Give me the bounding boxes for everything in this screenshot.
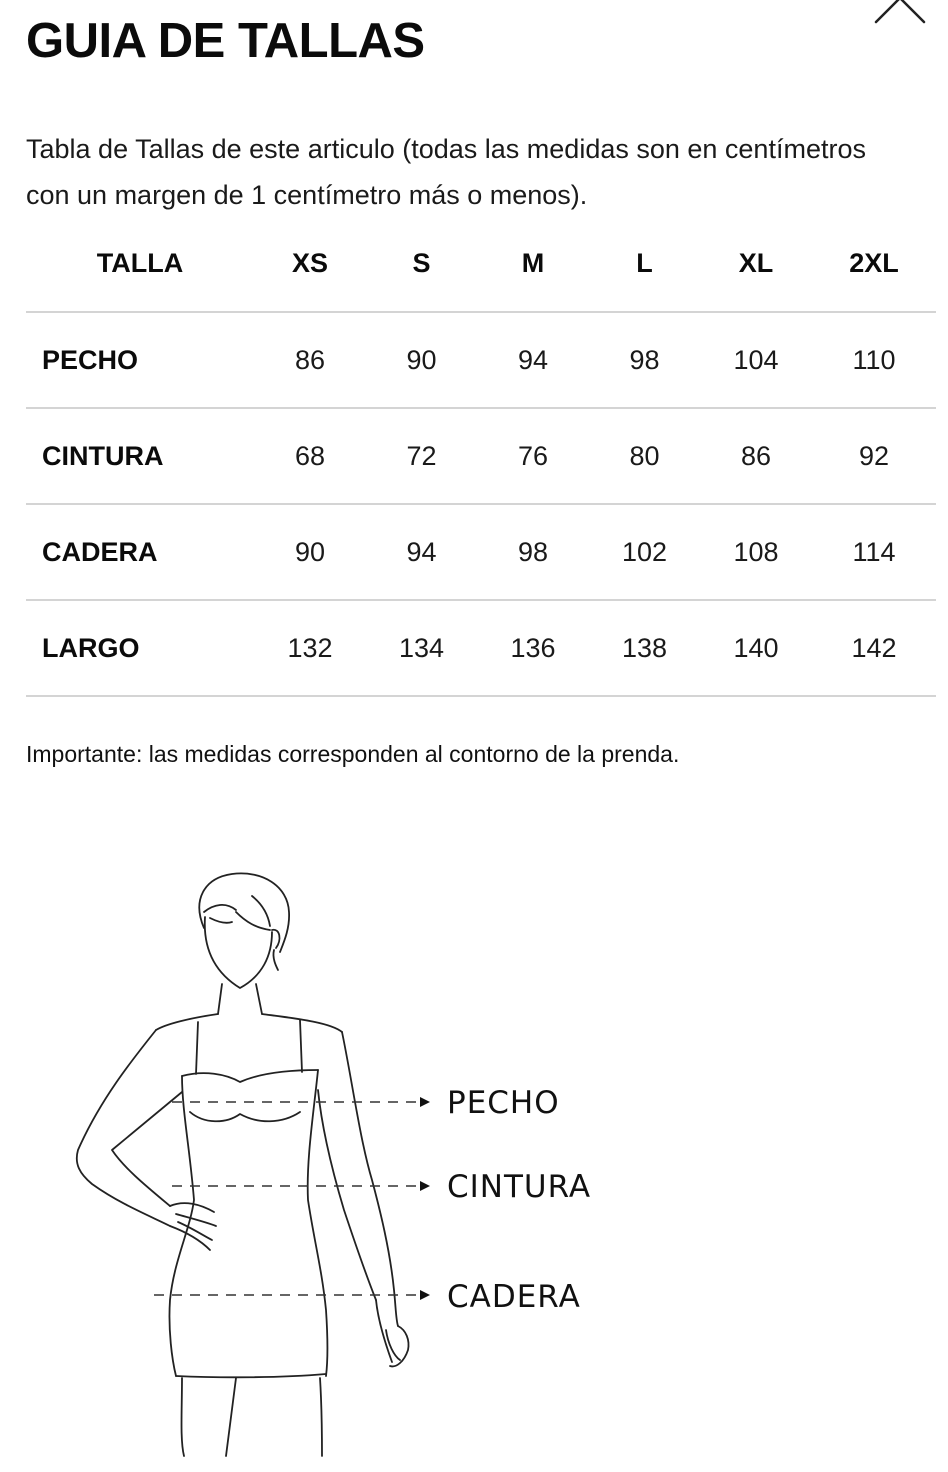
- intro-text: [26, 126, 944, 218]
- table-cell: 76: [477, 408, 589, 504]
- column-header-talla: TALLA: [26, 215, 254, 312]
- row-label-cintura: CINTURA: [26, 408, 254, 504]
- label-pecho: PECHO: [447, 1085, 560, 1121]
- row-label-cadera: CADERA: [26, 504, 254, 600]
- hip-arrow-icon: [420, 1290, 430, 1300]
- column-header-m: M: [477, 215, 589, 312]
- table-cell: 90: [254, 504, 366, 600]
- size-table: [26, 215, 936, 697]
- table-row: [26, 504, 936, 600]
- label-cadera: CADERA: [447, 1279, 581, 1315]
- table-header-row: [26, 215, 936, 312]
- table-cell: 140: [700, 600, 812, 696]
- table-cell: 114: [812, 504, 936, 600]
- column-header-s: S: [366, 215, 477, 312]
- table-cell: 104: [700, 312, 812, 408]
- important-note: Importante: las medidas corresponden al contorno de la prenda.: [26, 741, 680, 767]
- table-row: [26, 408, 936, 504]
- waist-arrow-icon: [420, 1181, 430, 1191]
- intro-line-2: con un margen de 1 centímetro más o menos).: [26, 180, 588, 210]
- table-cell: 98: [589, 312, 700, 408]
- table-cell: 142: [812, 600, 936, 696]
- table-cell: 92: [812, 408, 936, 504]
- table-cell: 86: [700, 408, 812, 504]
- table-cell: 138: [589, 600, 700, 696]
- table-cell: 110: [812, 312, 936, 408]
- table-cell: 98: [477, 504, 589, 600]
- table-cell: 68: [254, 408, 366, 504]
- table-cell: 102: [589, 504, 700, 600]
- table-cell: 94: [477, 312, 589, 408]
- column-header-l: L: [589, 215, 700, 312]
- body-measurement-illustration: [0, 860, 948, 1472]
- close-icon: [866, 0, 936, 30]
- page-title: GUIA DE TALLAS: [26, 14, 425, 68]
- table-cell: 80: [589, 408, 700, 504]
- chest-arrow-icon: [420, 1097, 430, 1107]
- table-row: [26, 600, 936, 696]
- intro-line-1: Tabla de Tallas de este articulo (todas las medidas son en centímetros: [26, 134, 866, 164]
- table-cell: 108: [700, 504, 812, 600]
- measurement-arrows: [420, 1097, 430, 1300]
- row-label-pecho: PECHO: [26, 312, 254, 408]
- table-cell: 132: [254, 600, 366, 696]
- column-header-xs: XS: [254, 215, 366, 312]
- table-cell: 90: [366, 312, 477, 408]
- table-cell: 134: [366, 600, 477, 696]
- table-cell: 136: [477, 600, 589, 696]
- column-header-xl: XL: [700, 215, 812, 312]
- figure-outline: [77, 873, 409, 1456]
- label-cintura: CINTURA: [447, 1169, 592, 1205]
- table-row: [26, 312, 936, 408]
- table-cell: 86: [254, 312, 366, 408]
- measurement-figure: [0, 860, 948, 1472]
- column-header-2xl: 2XL: [812, 215, 936, 312]
- table-cell: 72: [366, 408, 477, 504]
- table-cell: 94: [366, 504, 477, 600]
- row-label-largo: LARGO: [26, 600, 254, 696]
- close-button[interactable]: [866, 0, 936, 30]
